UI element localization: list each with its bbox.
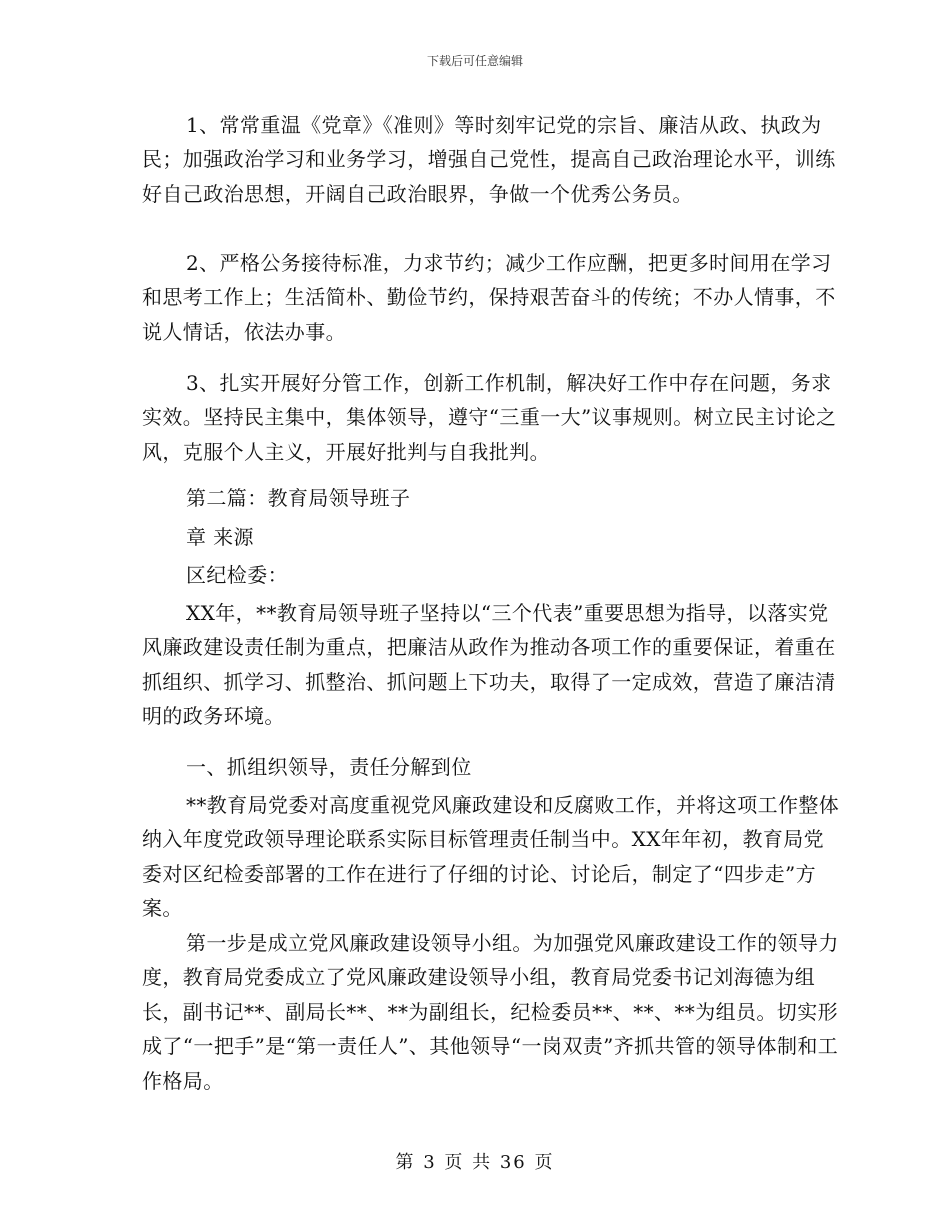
source-line: 章 来源 [186, 525, 254, 549]
section-title: 第二篇：教育局领导班子 [186, 486, 411, 510]
paragraph-intro: XX年，**教育局领导班子坚持以“三个代表”重要思想为指导，以落实党风廉政建设责任制为重点，把廉洁从政作为推动各项工作的重要保证，着重在抓组织、抓学习、抓整治、抓问题上下功夫，取得了一定成效，营造了廉洁清明的政务环境。 [142, 601, 836, 729]
heading-one: 一、抓组织领导，责任分解到位 [186, 755, 472, 779]
paragraph-step-one: 第一步是成立党风廉政建设领导小组。为加强党风廉政建设工作的领导力度，教育局党委成立了党风廉政建设领导小组，教育局党委书记刘海德为组长，副书记**、副局长**、**为副组长，纪检委员**、**、**为组员。切实形成了“一把手”是“第一责任人”、其他领导“一岗双责”齐抓共管的领导体制和工作格局。 [142, 931, 839, 1093]
paragraph-leadership: **教育局党委对高度重视党风廉政建设和反腐败工作，并将这项工作整体纳入年度党政领导理论联系实际目标管理责任制当中。XX年年初，教育局党委对区纪检委部署的工作在进行了仔细的讨论、讨论后，制定了“四步走”方案。 [142, 793, 840, 921]
paragraph-2: 2、严格公务接待标准，力求节约；减少工作应酬，把更多时间用在学习和思考工作上；生活简朴、勤俭节约，保持艰苦奋斗的传统；不办人情事，不说人情话，依法办事。 [142, 251, 836, 344]
page-footer: 第 3 页 共 36 页 [395, 1152, 555, 1173]
page-header: 下载后可任意编辑 [426, 54, 523, 68]
paragraph-1: 1、常常重温《党章》《准则》等时刻牢记党的宗旨、廉洁从政、执政为民；加强政治学习和业务学习，增强自己党性，提高自己政治理论水平，训练好自己政治思想，开阔自己政治眼界，争做一个优秀公务员。 [142, 113, 836, 206]
salutation: 区纪检委： [186, 563, 288, 587]
paragraph-3: 3、扎实开展好分管工作，创新工作机制，解决好工作中存在问题，务求实效。坚持民主集中，集体领导，遵守“三重一大”议事规则。树立民主讨论之风，克服个人主义，开展好批判与自我批判。 [142, 371, 837, 464]
